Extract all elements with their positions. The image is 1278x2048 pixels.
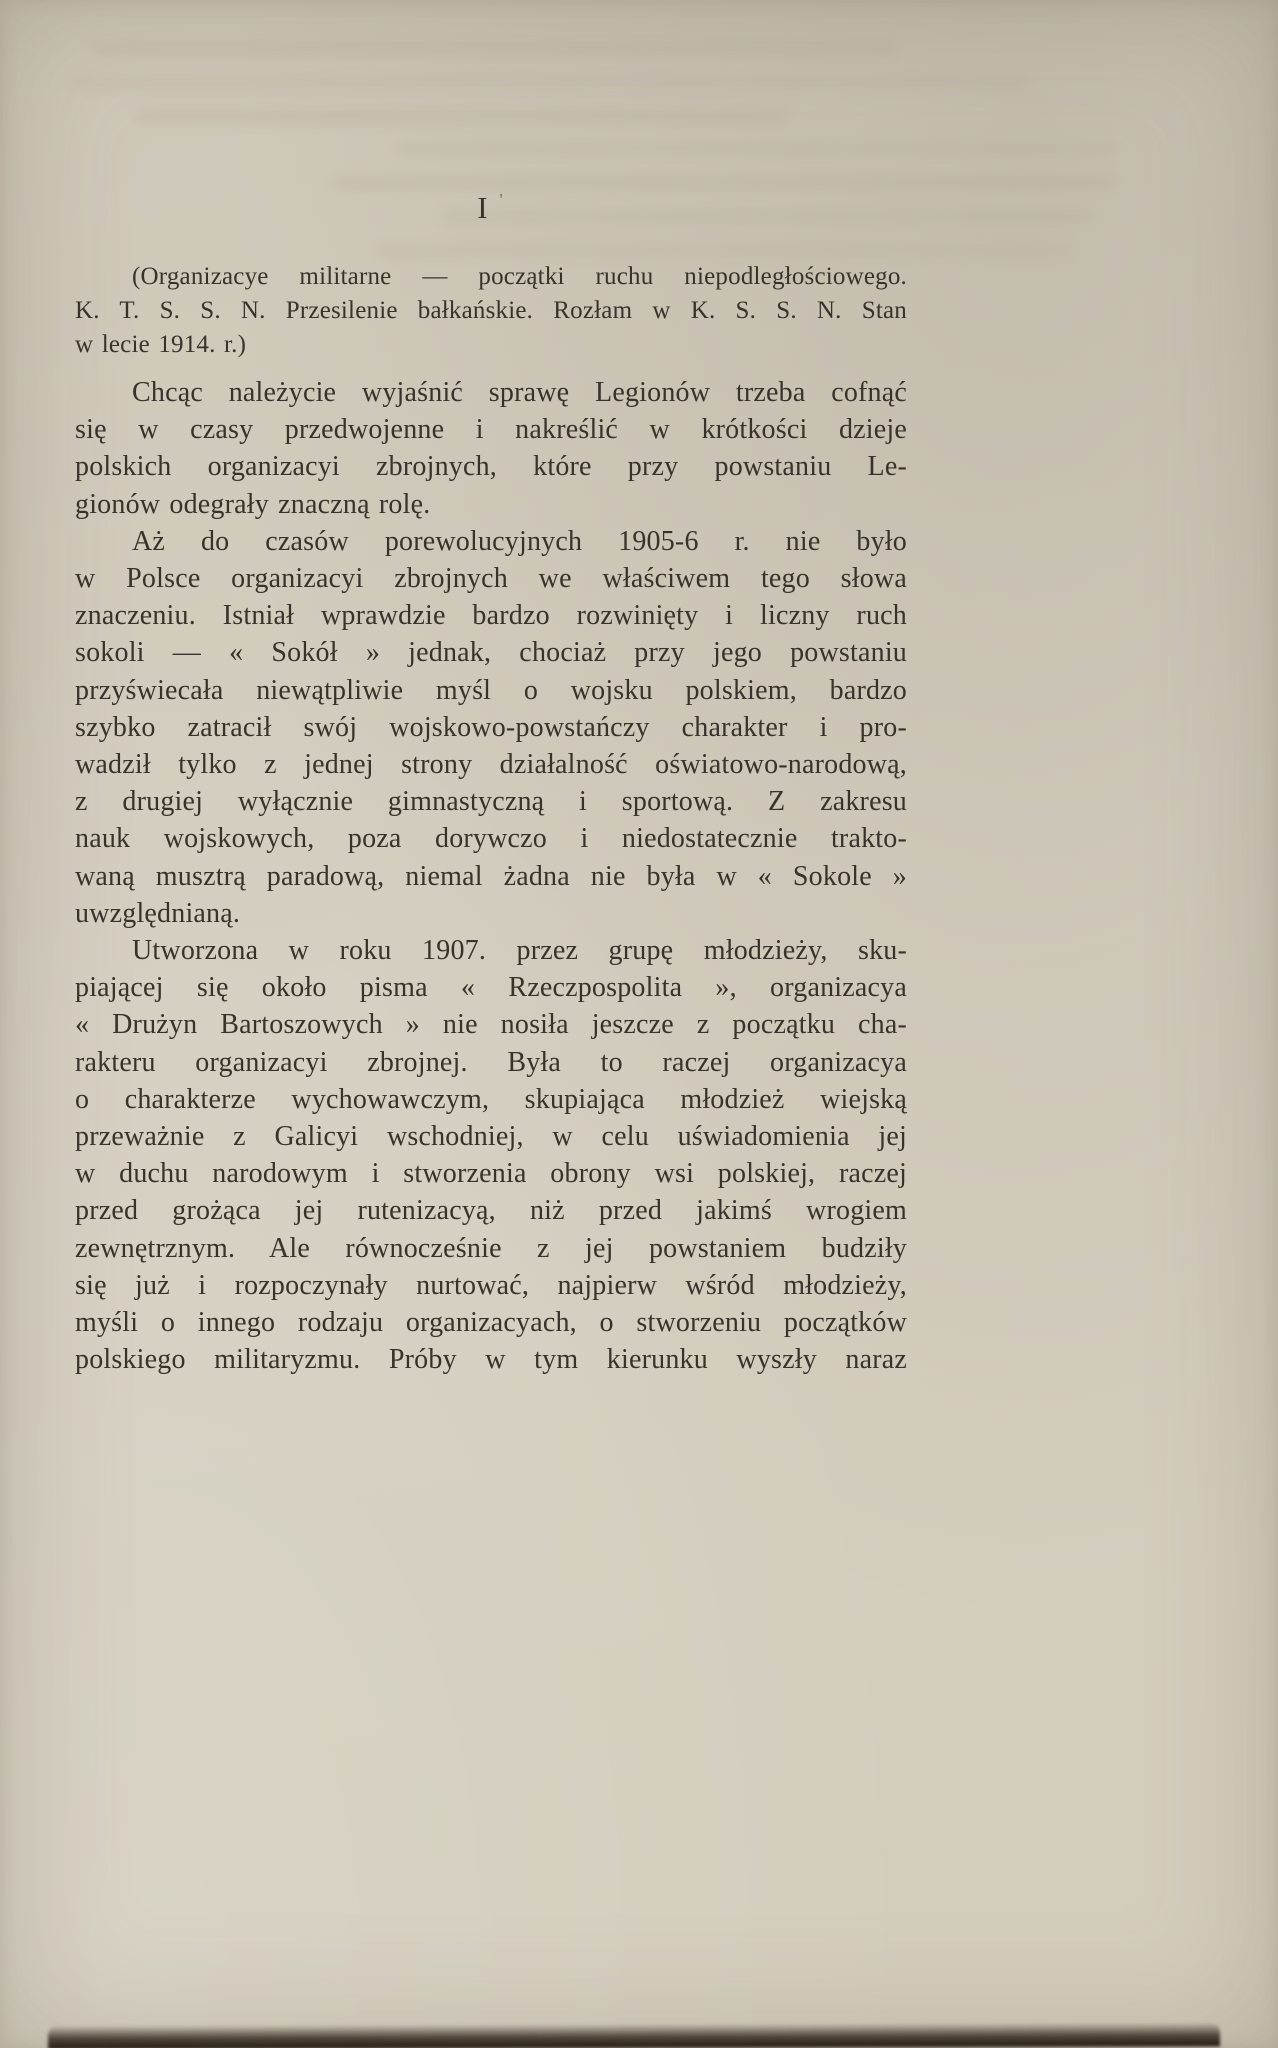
text-line: szybko zatracił swój wojskowo-powstańczy charakter i pro- xyxy=(75,711,907,743)
text-line: w lecie 1914. r.) xyxy=(75,331,247,358)
text-line: sokoli — « Sokół » jednak, chociaż przy jego powstaniu xyxy=(75,637,907,669)
text-line: Chcąc należycie wyjaśnić sprawę Legionów trzeba cofnąć xyxy=(132,377,907,408)
showthrough-blot xyxy=(92,42,899,55)
showthrough-blot xyxy=(332,176,1117,189)
text-line: z drugiej wyłącznie gimnastyczną i sportową. Z zakresu xyxy=(75,786,907,818)
text-line: waną musztrą paradową, niemal żadna nie była w « Sokole » xyxy=(75,860,907,892)
showthrough-blot xyxy=(70,76,1029,89)
chapter-heading xyxy=(75,190,907,226)
text-line: w duchu narodowym i stworzenia obrony wsi polskiej, raczej xyxy=(75,1158,907,1190)
showthrough-blot xyxy=(397,142,1116,155)
text-line: zewnętrznym. Ale równocześnie z jej powstaniem budziły xyxy=(75,1232,907,1264)
text-line: (Organizacye militarne — początki ruchu niepodległościowego. xyxy=(132,263,907,290)
text-line: uwzględnianą. xyxy=(75,897,241,929)
text-line: Aż do czasów porewolucyjnych 1905-6 r. nie było xyxy=(132,525,907,557)
text-line: piającej się około pisma « Rzeczpospolita », organizacya xyxy=(75,972,907,1004)
text-line: polskich organizacyi zbrojnych, które przy powstaniu Le- xyxy=(75,451,907,483)
text-line: się już i rozpoczynały nurtować, najpierw wśród młodzieży, xyxy=(75,1269,907,1301)
body-text xyxy=(75,374,907,1378)
text-line: rakteru organizacyi zbrojnej. Była to raczej organizacya xyxy=(75,1046,907,1078)
text-line: nauk wojskowych, poza dorywczo i niedostatecznie trakto- xyxy=(75,823,907,855)
paragraph xyxy=(75,932,907,1378)
text-line: przeważnie z Galicyi wschodniej, w celu uświadomienia jej xyxy=(75,1121,907,1153)
text-line: się w czasy przedwojenne i nakreślić w krótkości dzieje xyxy=(75,414,907,446)
text-line: K. T. S. S. N. Przesilenie bałkańskie. Rozłam w K. S. S. N. Stan xyxy=(75,297,907,324)
paragraph xyxy=(75,523,907,932)
showthrough-blot xyxy=(135,110,789,123)
text-line: gionów odegrały znaczną rolę. xyxy=(75,488,431,520)
text-line: przed grożąca jej rutenizacyą, niż przed jakimś wrogiem xyxy=(75,1195,907,1227)
text-line: « Drużyn Bartoszowych » nie nosiła jeszcze z początku cha- xyxy=(75,1009,907,1041)
paragraph xyxy=(75,374,907,523)
text-line: znaczeniu. Istniał wprawdzie bardzo rozwinięty i liczny ruch xyxy=(75,600,907,632)
page-bottom-edge-shadow xyxy=(48,2022,1220,2048)
text-line: w Polsce organizacyi zbrojnych we właściwem tego słowa xyxy=(75,563,907,595)
text-line: o charakterze wychowawczym, skupiająca młodzież wiejską xyxy=(75,1083,907,1115)
showthrough-blot xyxy=(375,244,1073,257)
text-line: polskiego militaryzmu. Próby w tym kierunku wyszły naraz xyxy=(75,1344,907,1376)
text-line: przyświecała niewątpliwie myśl o wojsku polskiem, bardzo xyxy=(75,674,907,706)
text-line: Utworzona w roku 1907. przez grupę młodzieży, sku- xyxy=(132,935,907,967)
chapter-summary xyxy=(75,260,907,362)
print-speck-mark: ' xyxy=(499,190,505,210)
text-line: myśli o innego rodzaju organizacyach, o stworzeniu początków xyxy=(75,1307,907,1339)
page-showthrough-texture xyxy=(70,42,1160,282)
chapter-numeral: I xyxy=(477,190,490,225)
text-line: wadził tylko z jednej strony działalność oświatowo-narodową, xyxy=(75,749,907,781)
